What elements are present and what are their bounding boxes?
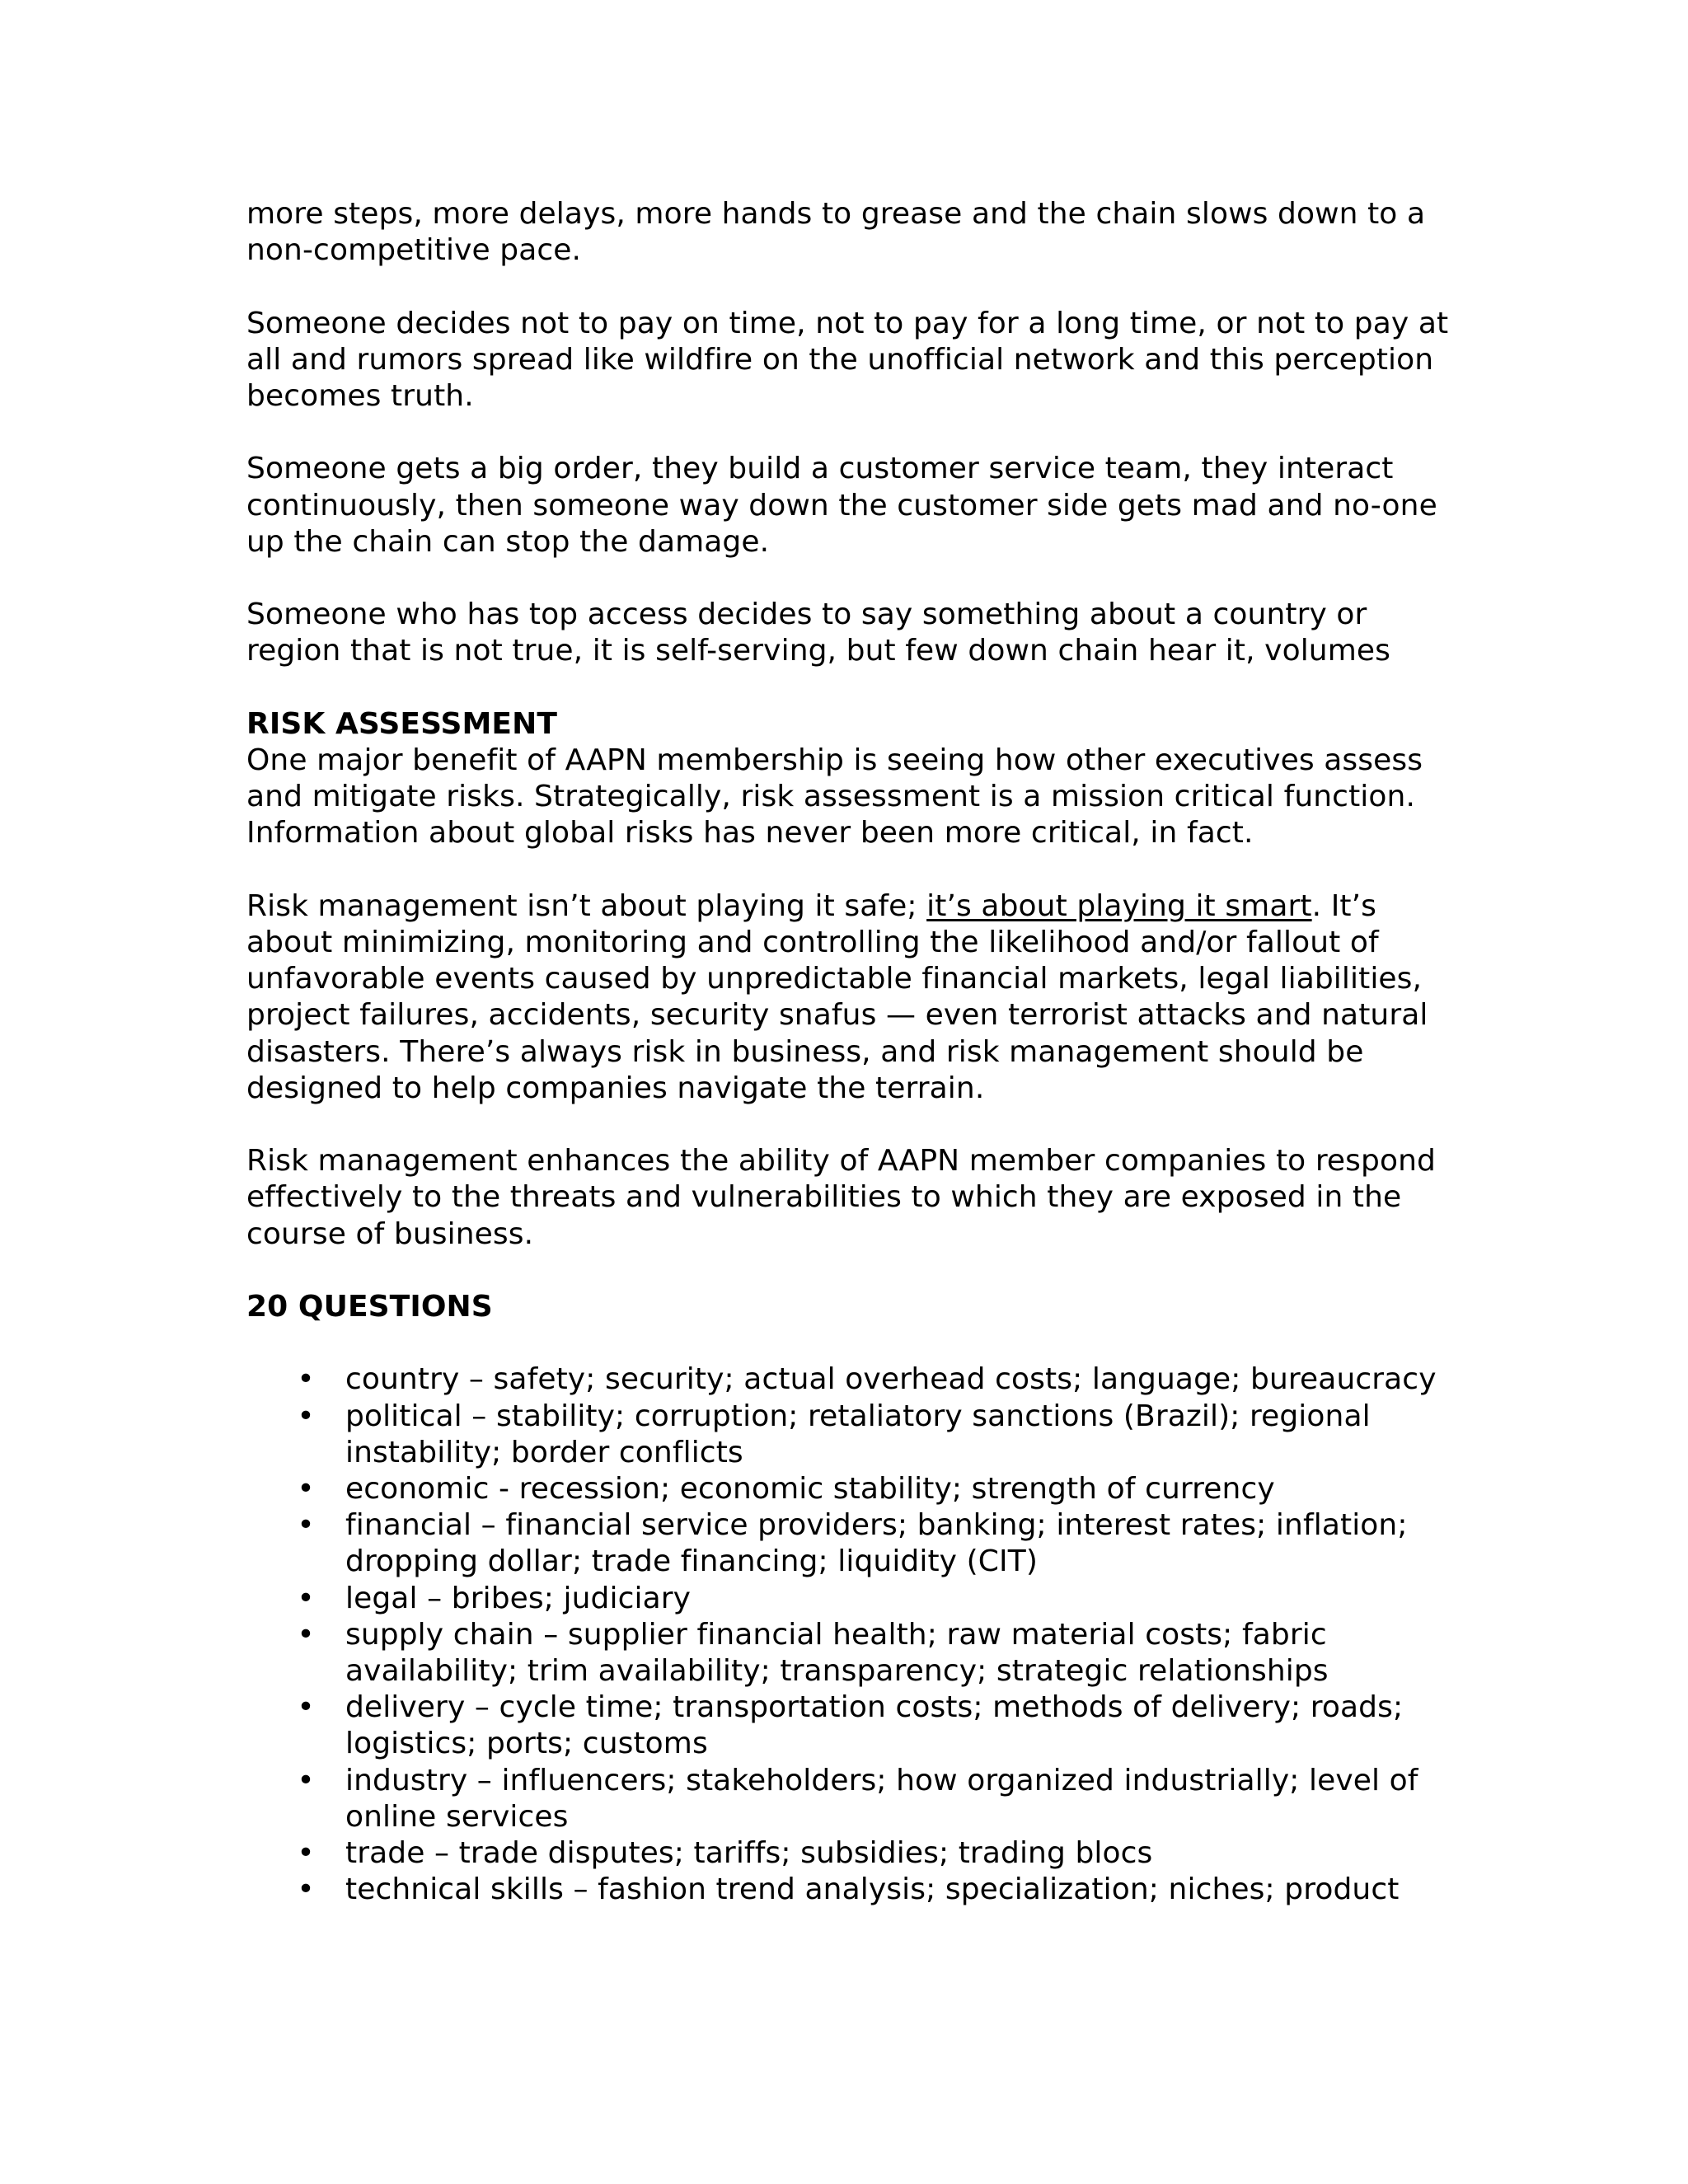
- bullet-icon: •: [297, 1872, 315, 1907]
- bullet-icon: •: [297, 1581, 315, 1615]
- list-item-trade: • trade – trade disputes; tariffs; subsidies; trading blocs: [246, 1835, 1450, 1872]
- paragraph-aapn-membership-benefit: One major benefit of AAPN membership is seeing how other executives assess and mitigate risks. Strategically, risk assessment is a mission critical function. Information about global risks has never been more critical, in fact.: [246, 743, 1423, 851]
- bullet-icon: •: [297, 1836, 315, 1871]
- risk-assessment-heading: RISK ASSESSMENT: [246, 706, 558, 741]
- list-item-country: • country – safety; security; actual overhead costs; language; bureaucracy: [246, 1361, 1450, 1398]
- risk-management-text-start: Risk management isn’t about playing it safe;: [246, 888, 927, 923]
- risk-management-text-end: . It’s about minimizing, monitoring and controlling the likelihood and/or fallout of unfavorable events caused by unpredictable financial markets, legal liabilities, project failures, accidents, security snafus — even terrorist attacks and natural disasters. There’s always risk in business, and risk management should be designed to help companies navigate the terrain.: [246, 888, 1428, 1105]
- bullet-icon: •: [297, 1471, 315, 1506]
- list-item-economic: • economic - recession; economic stability; strength of currency: [246, 1471, 1450, 1507]
- bullet-icon: •: [297, 1508, 315, 1543]
- list-item-supply-chain: • supply chain – supplier financial health; raw material costs; fabric availability; trim availability; transparency; strategic relationships: [297, 1617, 1329, 1688]
- questions-list: [246, 1361, 1450, 1908]
- playing-it-smart-link[interactable]: it’s about playing it smart: [926, 888, 1312, 923]
- paragraph-supply-chain-delays: more steps, more delays, more hands to grease and the chain slows down to a non-competitive pace.: [246, 197, 1426, 268]
- bullet-icon: •: [297, 1763, 315, 1797]
- paragraph-customer-service: Someone gets a big order, they build a customer service team, they interact continuously, then someone way down the customer side gets mad and no-one up the chain can stop the damage.: [246, 452, 1437, 559]
- paragraph-top-access: Someone who has top access decides to say something about a country or region that is not true, it is self-serving, but few down chain hear it, volumes: [246, 598, 1390, 668]
- list-item-industry: • industry – influencers; stakeholders; how organized industrially; level of online services: [297, 1763, 1418, 1834]
- bullet-icon: •: [297, 1617, 315, 1652]
- document-page: [246, 196, 1450, 1908]
- bullet-icon: •: [297, 1362, 315, 1397]
- list-item-delivery: • delivery – cycle time; transportation costs; methods of delivery; roads; logistics; ports; customs: [297, 1690, 1404, 1761]
- list-item-technical-skills: • technical skills – fashion trend analysis; specialization; niches; product: [246, 1872, 1450, 1908]
- paragraph-risk-management: [246, 888, 1450, 1107]
- twenty-questions-heading: 20 QUESTIONS: [246, 1289, 493, 1324]
- list-item-political: • political – stability; corruption; retaliatory sanctions (Brazil); regional instability; border conflicts: [297, 1399, 1371, 1469]
- paragraph-payment-rumors: Someone decides not to pay on time, not to pay for a long time, or not to pay at all and rumors spread like wildfire on the unofficial network and this perception becomes truth.: [246, 306, 1449, 413]
- list-item-financial: • financial – financial service providers; banking; interest rates; inflation; dropping dollar; trade financing; liquidity (CIT): [297, 1508, 1408, 1579]
- bullet-icon: •: [297, 1399, 315, 1433]
- bullet-icon: •: [297, 1690, 315, 1725]
- paragraph-risk-management-enhances: Risk management enhances the ability of AAPN member companies to respond effectively to the threats and vulnerabilities to which they are exposed in the course of business.: [246, 1144, 1436, 1251]
- list-item-legal: • legal – bribes; judiciary: [246, 1581, 1450, 1617]
